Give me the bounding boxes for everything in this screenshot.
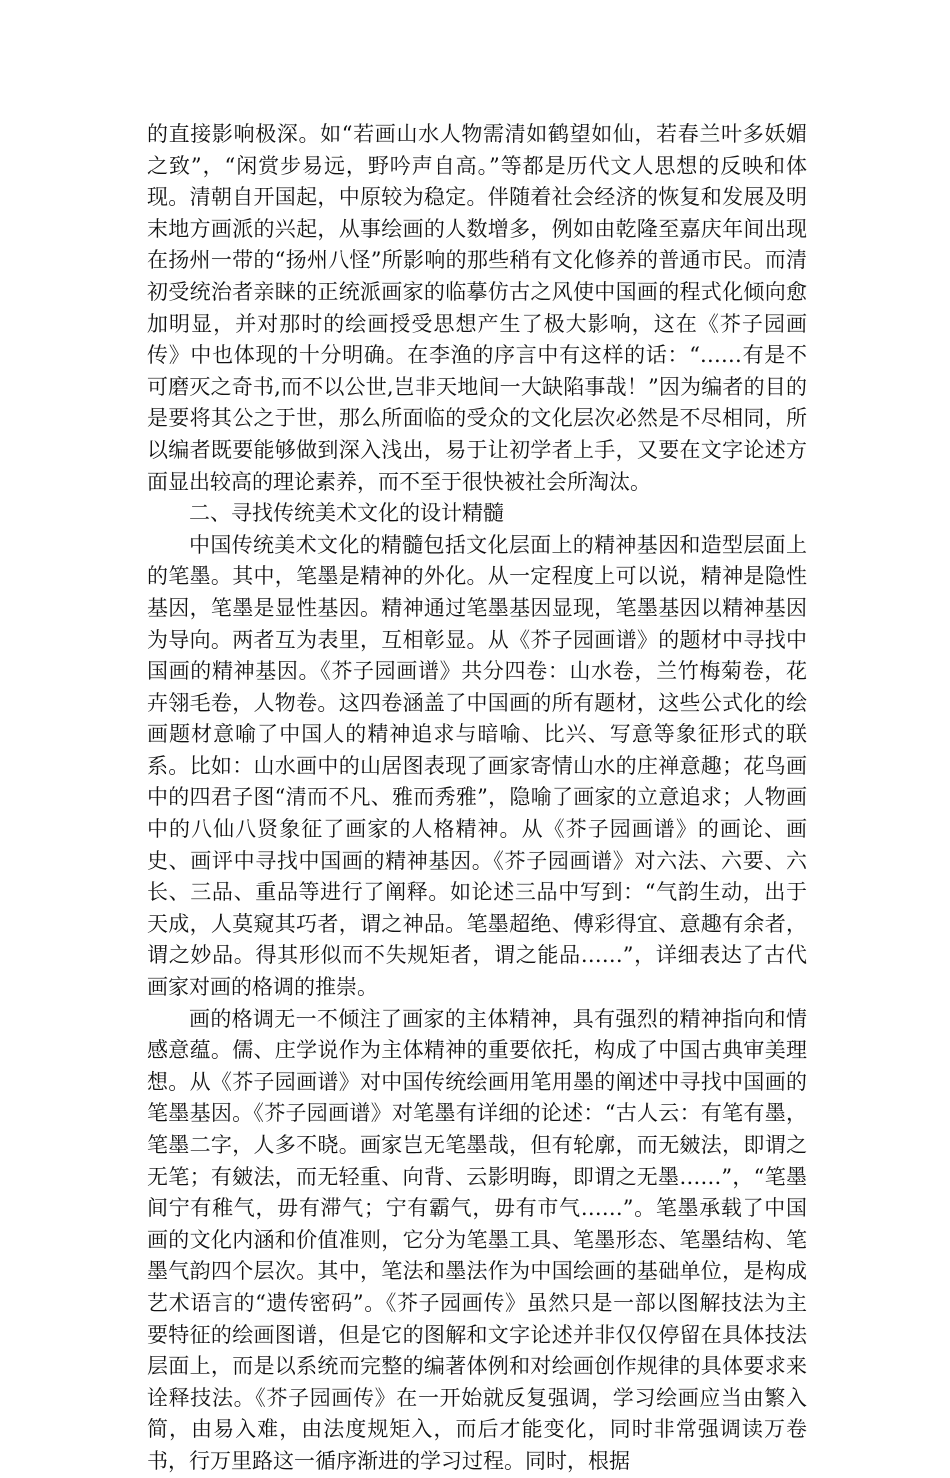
document-page (147, 119, 807, 1478)
body-paragraph: 中国传统美术文化的精髓包括文化层面上的精神基因和造型层面上的笔墨。其中，笔墨是精神的外化。从一定程度上可以说，精神是隐性基因，笔墨是显性基因。精神通过笔墨基因显现，笔墨基因以精神基因为导向。两者互为表里，互相彰显。从《芥子园画谱》的题材中寻找中国画的精神基因。《芥子园画谱》共分四卷：山水卷，兰竹梅菊卷，花卉翎毛卷，人物卷。这四卷涵盖了中国画的所有题材，这些公式化的绘画题材意喻了中国人的精神追求与暗喻、比兴、写意等象征形式的联系。比如：山水画中的山居图表现了画家寄情山水的庄禅意趣；花鸟画中的四君子图“清而不凡、雅而秀雅”，隐喻了画家的立意追求；人物画中的八仙八贤象征了画家的人格精神。从《芥子园画谱》的画论、画史、画评中寻找中国画的精神基因。《芥子园画谱》对六法、六要、六长、三品、重品等进行了阐释。如论述三品中写到：“气韵生动，出于天成，人莫窥其巧者，谓之神品。笔墨超绝、傅彩得宜、意趣有余者，谓之妙品。得其形似而不失规矩者，谓之能品……”，详细表达了古代画家对画的格调的推崇。 (147, 532, 807, 1000)
body-paragraph: 画的格调无一不倾注了画家的主体精神，具有强烈的精神指向和情感意蕴。儒、庄学说作为主体精神的重要依托，构成了中国古典审美理想。从《芥子园画谱》对中国传统绘画用笔用墨的阐述中寻找中国画的笔墨基因。《芥子园画谱》对笔墨有详细的论述：“古人云：有笔有墨，笔墨二字，人多不晓。画家岂无笔墨哉，但有轮廓，而无皴法，即谓之无笔；有皴法，而无轻重、向背、云影明晦，即谓之无墨……”，“笔墨间宁有稚气，毋有滞气；宁有霸气，毋有市气……”。笔墨承载了中国画的文化内涵和价值准则，它分为笔墨工具、笔墨形态、笔墨结构、笔墨气韵四个层次。其中，笔法和墨法作为中国绘画的基础单位，是构成艺术语言的“遗传密码”。《芥子园画传》虽然只是一部以图解技法为主要特征的绘画图谱，但是它的图解和文字论述并非仅仅停留在具体技法层面上，而是以系统而完整的编著体例和对绘画创作规律的具体要求来诠释技法。《芥子园画传》在一开始就反复强调，学习绘画应当由繁入简，由易入难，由法度规矩入，而后才能变化，同时非常强调读万卷书，行万里路这一循序渐进的学习过程。同时，根据 (147, 1006, 807, 1473)
body-paragraph-continuation: 的直接影响极深。如“若画山水人物需清如鹤望如仙，若春兰叶多妖媚之致”，“闲赏步易远，野吟声自高。”等都是历代文人思想的反映和体现。清朝自开国起，中原较为稳定。伴随着社会经济的恢复和发展及明末地方画派的兴起，从事绘画的人数增多，例如由乾隆至嘉庆年间出现在扬州一带的“扬州八怪”所影响的那些稍有文化修养的普通市民。而清初受统治者亲睐的正统派画家的临摹仿古之风使中国画的程式化倾向愈加明显，并对那时的绘画授受思想产生了极大影响，这在《芥子园画传》中也体现的十分明确。在李渔的序言中有这样的话：“……有是不可磨灭之奇书,而不以公世,岂非天地间一大缺陷事哉！”因为编者的目的是要将其公之于世，那么所面临的受众的文化层次必然是不尽相同，所以编者既要能够做到深入浅出，易于让初学者上手，又要在文字论述方面显出较高的理论素养，而不至于很快被社会所淘汰。 (147, 122, 807, 494)
section-heading: 二、寻找传统美术文化的设计精髓 (189, 501, 504, 526)
